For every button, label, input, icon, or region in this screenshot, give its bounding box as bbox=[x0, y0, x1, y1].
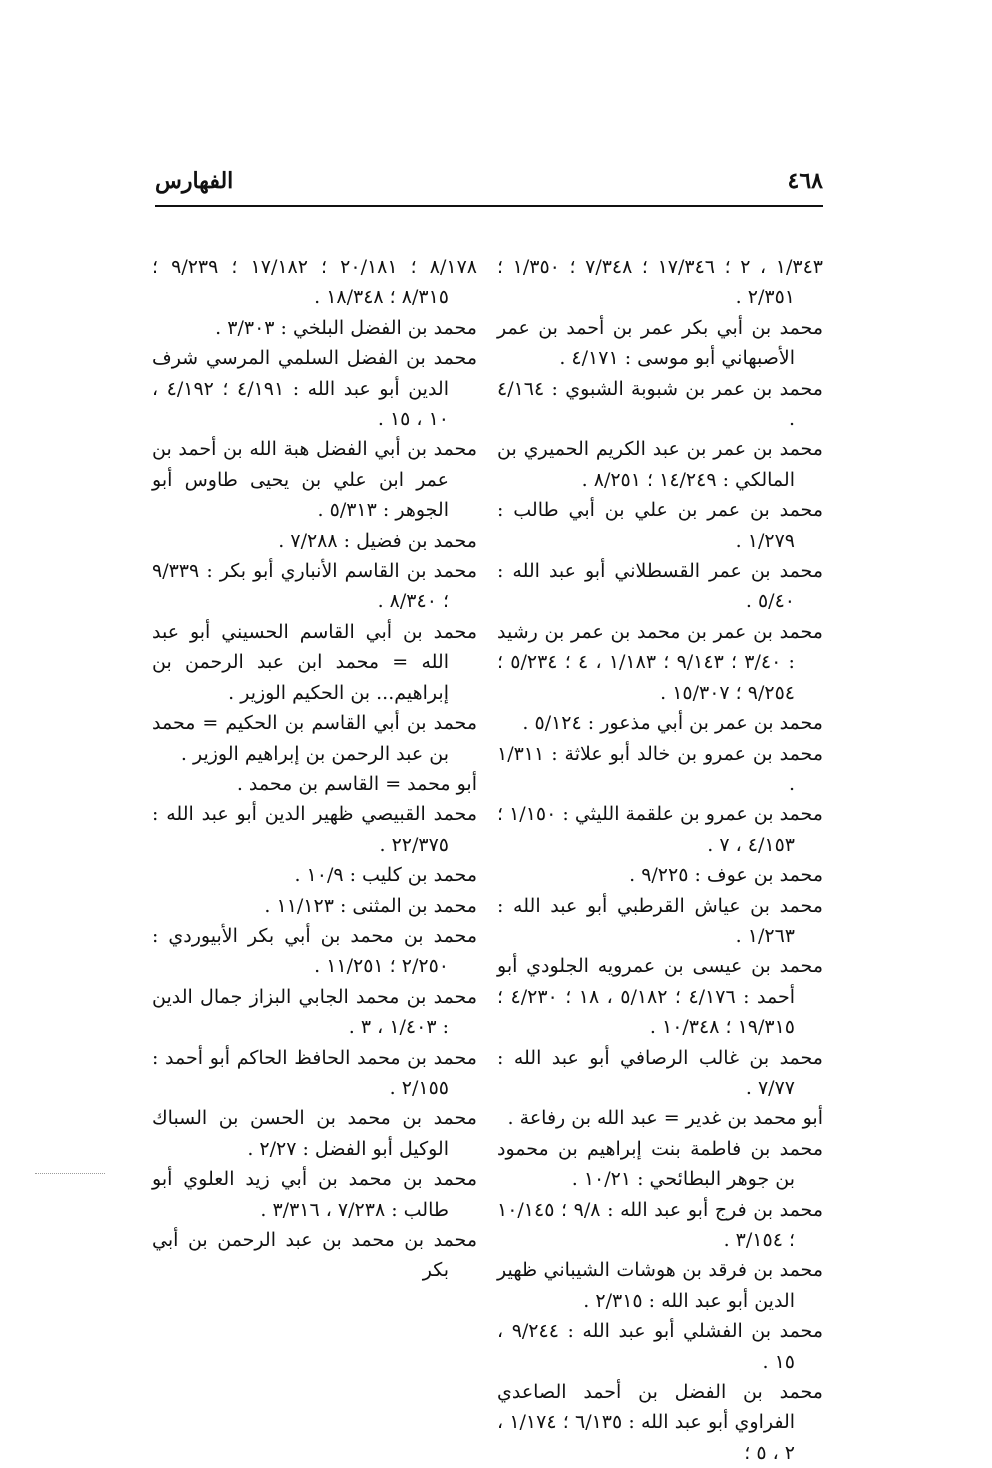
index-entry: محمد بن أبي بكر عمر بن أحمد بن عمر الأصبهاني أبو موسى : ٤/١٧١ . bbox=[497, 316, 823, 370]
index-entry: محمد بن محمد بن الحسن بن السباك الوكيل أبو الفضل : ٢/٢٧ . bbox=[152, 1107, 477, 1160]
index-entry: محمد القبيصي ظهير الدين أبو عبد الله : ٢٢/٣٧٥ . bbox=[152, 803, 477, 856]
index-entry: محمد بن عمر بن عبد الكريم الحميري بن المالكي : ١٤/٢٤٩ ؛ ٨/٢٥١ . bbox=[497, 438, 823, 491]
index-entry: محمد بن محمد الجابي البزاز جمال الدين : ١/٤٠٣ ، ٣ . bbox=[152, 985, 477, 1039]
index-column-left bbox=[152, 252, 477, 1286]
index-entry: ٨/١٧٨ ؛ ٢٠/١٨١ ؛ ١٧/١٨٢ ؛ ٩/٢٣٩ ؛ ٨/٣١٥ ؛ ١٨/٣٤٨ . bbox=[152, 256, 478, 309]
index-entry: محمد بن الفضل بن أحمد الصاعدي الفراوي أبو عبد الله : ٦/١٣٥ ؛ ١/١٧٤ ، ٢ ، ٥ ؛ bbox=[497, 1381, 823, 1464]
index-entry: محمد بن فرقد بن هوشات الشيباني ظهير الدين أبو عبد الله : ٢/٣١٥ . bbox=[497, 1259, 823, 1312]
index-entry: محمد بن عمر بن أبي مذعور : ٥/١٢٤ . bbox=[522, 712, 823, 735]
index-entry: محمد بن محمد بن أبي بكر الأبيوردي : ٢/٢٥٠ ؛ ١١/٢٥١ . bbox=[152, 924, 477, 978]
index-entry: محمد بن كليب : ١٠/٩ . bbox=[294, 864, 477, 887]
index-entry: محمد بن عيسى بن عمرويه الجلودي أبو أحمد : ٤/١٧٦ ؛ ٥/١٨٢ ، ١٨ ؛ ٤/٢٣٠ ؛ ١٩/٣١٥ ؛ ١٠/٣٤٨ . bbox=[497, 955, 823, 1039]
index-entry: محمد بن القاسم الأنباري أبو بكر : ٩/٣٣٩ ؛ ٨/٣٤٠ . bbox=[152, 560, 477, 613]
index-column-right bbox=[497, 252, 823, 1468]
page-number: ٤٦٨ bbox=[787, 168, 823, 194]
index-entry: محمد بن أبي القاسم الحسيني أبو عبد الله = محمد ابن عبد الرحمن بن إبراهيم... بن الحكيم الوزير . bbox=[152, 620, 477, 704]
index-entry: محمد بن الفضل البلخي : ٣/٣٠٣ . bbox=[215, 316, 477, 339]
index-entry: محمد بن عمر بن شبوبة الشبوي : ٤/١٦٤ . bbox=[497, 377, 823, 431]
index-entry: أبو محمد = القاسم بن محمد . bbox=[236, 772, 477, 795]
index-entry: محمد بن أبي الفضل هبة الله بن أحمد بن عمر ابن علي بن يحيى طاوس أبو الجوهر : ٥/٣١٣ . bbox=[152, 438, 477, 522]
index-entry: محمد بن عمر بن علي بن أبي طالب : ١/٢٧٩ . bbox=[497, 499, 823, 552]
index-entry: محمد بن عوف : ٩/٢٢٥ . bbox=[629, 864, 823, 887]
index-entry: محمد بن المثنى : ١١/١٢٣ . bbox=[264, 894, 477, 917]
index-entry: محمد بن عمر القسطلاني أبو عبد الله : ٥/٤٠ . bbox=[497, 560, 823, 613]
running-title: الفهارس bbox=[155, 168, 234, 194]
index-entry: محمد بن عياش القرطبي أبو عبد الله : ١/٢٦٣ . bbox=[497, 894, 823, 947]
index-entry: محمد بن الفشلي أبو عبد الله : ٩/٢٤٤ ، ١٥ . bbox=[497, 1320, 824, 1373]
page-header bbox=[155, 168, 823, 204]
header-rule bbox=[155, 205, 823, 207]
index-entry: محمد بن عمر بن محمد بن عمر بن رشيد : ٣/٤٠ ؛ ٩/١٤٣ ؛ ١/١٨٣ ، ٤ ؛ ٥/٢٣٤ ؛ ٩/٢٥٤ ؛ ١٥/٣٠٧ . bbox=[497, 620, 823, 704]
index-entry: محمد بن محمد بن عبد الرحمن بن أبي بكر bbox=[152, 1229, 477, 1282]
index-entry: أبو محمد بن غدير = عبد الله بن رفاعة . bbox=[507, 1107, 823, 1130]
scan-mark bbox=[35, 1173, 105, 1174]
index-entry: محمد بن فضيل : ٧/٢٨٨ . bbox=[278, 529, 477, 552]
index-entry: محمد بن عمرو بن علقمة الليثي : ١/١٥٠ ؛ ٤/١٥٣ ، ٧ . bbox=[497, 803, 823, 856]
index-entry: محمد بن فرج أبو عبد الله : ٩/٨ ؛ ١٠/١٤٥ ؛ ٣/١٥٤ . bbox=[497, 1198, 823, 1251]
index-entry: محمد بن فاطمة بنت إبراهيم بن محمود بن جوهر البطائحي : ١٠/٢١ . bbox=[497, 1137, 823, 1191]
index-entry: محمد بن عمرو بن خالد أبو علاثة : ١/٣١١ . bbox=[497, 742, 823, 795]
index-entry: محمد بن محمد الحافظ الحاكم أبو أحمد : ٢/١٥٥ . bbox=[152, 1046, 477, 1099]
index-entry: محمد بن أبي القاسم بن الحكيم = محمد بن عبد الرحمن بن إبراهيم الوزير . bbox=[152, 712, 477, 765]
index-entry: محمد بن غالب الرصافي أبو عبد الله : ٧/٧٧ . bbox=[497, 1046, 823, 1099]
index-entry: محمد بن الفضل السلمي المرسي شرف الدين أبو عبد الله : ٤/١٩١ ؛ ٤/١٩٢ ، ١٠ ، ١٥ . bbox=[152, 347, 477, 431]
index-entry: محمد بن محمد بن أبي زيد العلوي أبو طالب : ٧/٢٣٨ ، ٣/٣١٦ . bbox=[152, 1168, 477, 1221]
index-entry: ١/٣٤٣ ، ٢ ؛ ١٧/٣٤٦ ؛ ٧/٣٤٨ ؛ ١/٣٥٠ ؛ ٢/٣٥١ . bbox=[497, 256, 824, 309]
